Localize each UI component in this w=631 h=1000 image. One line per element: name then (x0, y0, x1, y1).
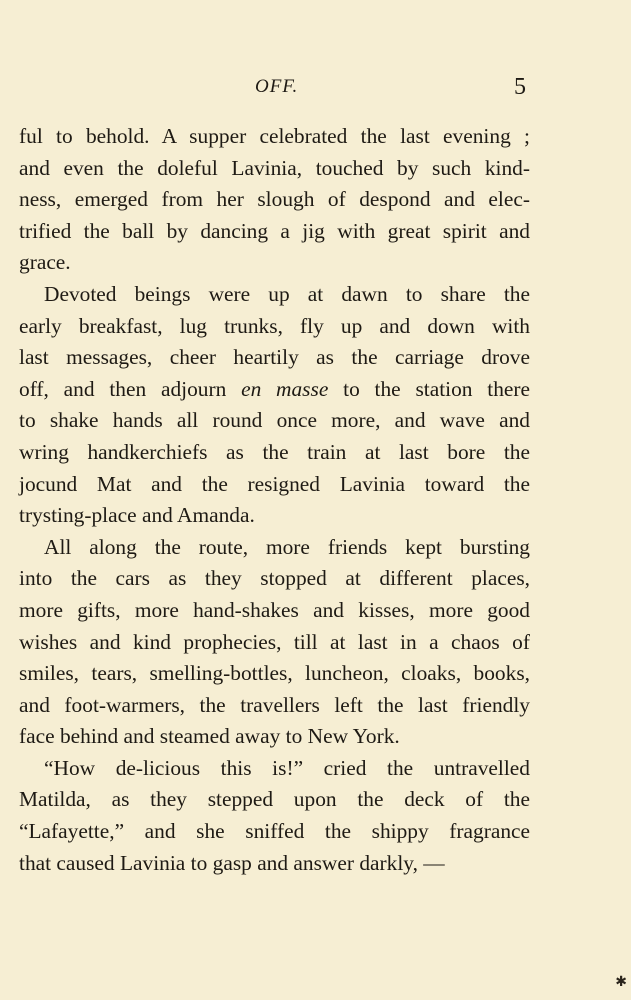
text-line: last messages, cheer heartily as the carriage drove (19, 345, 530, 370)
text-line: Matilda, as they stepped upon the deck of the (19, 787, 530, 812)
text-line: more gifts, more hand-shakes and kisses, more good (19, 597, 530, 622)
text-line: “Lafayette,” and she sniffed the shippy fragrance (19, 819, 530, 844)
text-line: off, and then adjourn en masse to the station there (19, 376, 531, 401)
text-line: Devoted beings were up at dawn to share the (44, 281, 530, 306)
text-line: All along the route, more friends kept bursting (44, 534, 530, 559)
text-line: and foot-warmers, the travellers left the last friendly (19, 692, 530, 717)
text-line: grace. (19, 250, 71, 275)
text-line: jocund Mat and the resigned Lavinia toward the (19, 471, 530, 496)
text-line: ness, emerged from her slough of despond and elec- (19, 187, 530, 212)
text-line: that caused Lavinia to gasp and answer darkly, — (19, 850, 445, 875)
running-title: OFF. (255, 76, 299, 97)
text-line: and even the doleful Lavinia, touched by such kind- (19, 155, 530, 180)
text-line: wishes and kind prophecies, till at last in a chaos of (19, 629, 530, 654)
text-line: smiles, tears, smelling-bottles, luncheon, cloaks, books, (19, 661, 530, 686)
text-line: trified the ball by dancing a jig with great spirit and (19, 218, 530, 243)
text-line: early breakfast, lug trunks, fly up and down with (19, 313, 530, 338)
page-number: 5 (514, 74, 526, 100)
text-line: face behind and steamed away to New York. (19, 724, 400, 749)
body-text (19, 121, 530, 879)
ink-speck-icon: ✱ (615, 975, 627, 990)
text-line: wring handkerchiefs as the train at last bore the (19, 439, 530, 464)
page-header (0, 74, 631, 104)
italic-phrase: en masse (241, 376, 329, 401)
text-line: trysting-place and Amanda. (19, 503, 255, 528)
text-line: ful to behold. A supper celebrated the last evening ; (19, 124, 530, 148)
text-line: “How de-licious this is!” cried the untravelled (44, 755, 530, 780)
text-line: to shake hands all round once more, and wave and (19, 408, 530, 433)
text-line: into the cars as they stopped at different places, (19, 566, 530, 591)
